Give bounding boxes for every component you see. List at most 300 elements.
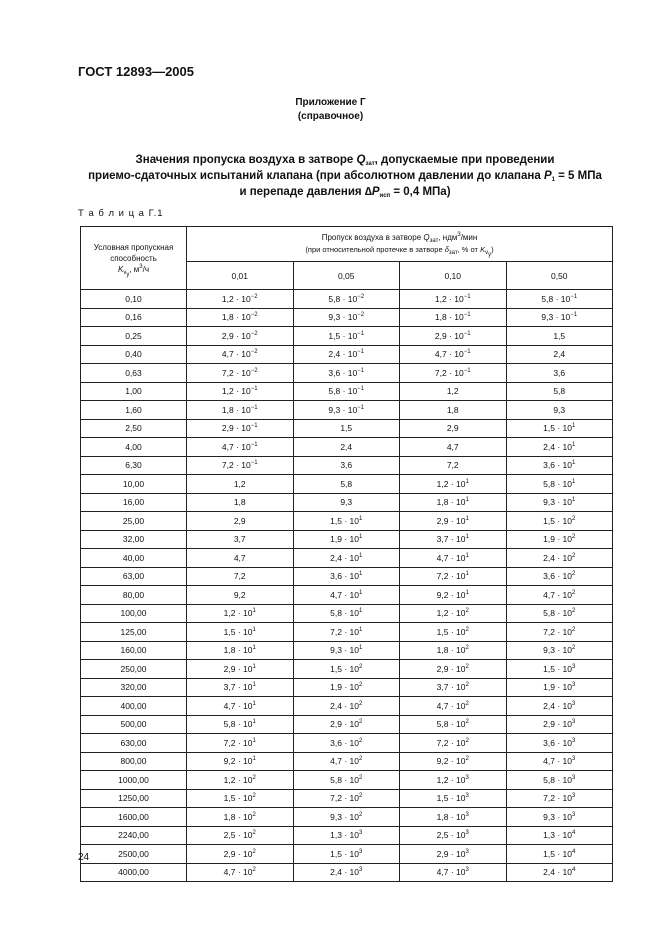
- value-exponent: 2: [252, 867, 256, 874]
- value-exponent: 1: [465, 534, 469, 541]
- cell-kv: 250,00: [81, 660, 187, 679]
- value-exponent: 1: [465, 515, 469, 522]
- value-exponent: 3: [572, 756, 576, 763]
- header-subscript: v: [485, 250, 489, 256]
- multiply-sign: · 10: [554, 719, 572, 730]
- value-exponent: 3: [572, 737, 576, 744]
- value-mantissa: 7,2: [221, 460, 234, 471]
- cell-kv: 0,16: [81, 308, 187, 327]
- value-exponent: 1: [252, 737, 256, 744]
- cell-leakage-value: [506, 826, 613, 845]
- multiply-sign: · 10: [235, 608, 253, 619]
- value-mantissa: 4,7: [223, 700, 236, 711]
- value-mantissa: 2,9: [233, 515, 246, 526]
- cell-leakage-value: [187, 752, 294, 771]
- header-text: ): [491, 245, 494, 254]
- cell-leakage-value: [293, 808, 400, 827]
- value-mantissa: 7,2: [436, 737, 449, 748]
- value-exponent: 2: [465, 663, 469, 670]
- value-mantissa: 1,2: [221, 293, 234, 304]
- value-mantissa: 3,6: [553, 367, 566, 378]
- value-mantissa: 1,9: [543, 682, 555, 693]
- value-mantissa: 2,9: [436, 663, 449, 674]
- value-exponent: 2: [359, 811, 363, 818]
- cell-leakage-value: [293, 512, 400, 531]
- multiply-sign: · 10: [235, 793, 253, 804]
- cell-leakage-value: [293, 345, 400, 364]
- value-mantissa: 1,5: [330, 663, 342, 674]
- table-row: [81, 327, 613, 346]
- value-exponent: −1: [463, 293, 471, 300]
- cell-kv: 0,25: [81, 327, 187, 346]
- cell-leakage-value: [293, 604, 400, 623]
- value-exponent: 1: [252, 608, 256, 615]
- value-exponent: 2: [465, 737, 469, 744]
- cell-kv: 40,00: [81, 549, 187, 568]
- multiply-sign: · 10: [446, 330, 464, 341]
- title-subscript: 1: [551, 177, 555, 183]
- cell-leakage-value: [293, 641, 400, 660]
- multiply-sign: · 10: [448, 793, 466, 804]
- cell-leakage-value: [187, 530, 294, 549]
- value-exponent: 1: [465, 589, 469, 596]
- cell-leakage-value: [506, 290, 613, 309]
- multiply-sign: · 10: [553, 312, 571, 323]
- value-exponent: 1: [252, 645, 256, 652]
- title-text: Значения пропуска воздуха в затворе: [135, 154, 354, 166]
- cell-leakage-value: [187, 715, 294, 734]
- cell-leakage-value: [400, 549, 507, 568]
- cell-leakage-value: [293, 697, 400, 716]
- value-mantissa: 4,7: [436, 700, 449, 711]
- value-mantissa: 7,2: [330, 793, 342, 804]
- value-mantissa: 9,2: [233, 589, 246, 600]
- cell-leakage-value: [293, 623, 400, 642]
- cell-leakage-value: [293, 364, 400, 383]
- cell-leakage-value: [187, 438, 294, 457]
- value-mantissa: 9,3: [543, 497, 555, 508]
- cell-leakage-value: [400, 382, 507, 401]
- value-mantissa: 1,2: [436, 478, 449, 489]
- value-mantissa: 1,9: [543, 534, 555, 545]
- value-mantissa: 1,2: [446, 386, 459, 397]
- cell-leakage-value: [293, 308, 400, 327]
- value-exponent: 1: [465, 571, 469, 578]
- value-mantissa: 1,2: [221, 386, 234, 397]
- value-exponent: 2: [359, 774, 363, 781]
- value-mantissa: 1,2: [436, 608, 449, 619]
- cell-leakage-value: [400, 512, 507, 531]
- table-row: [81, 660, 613, 679]
- header-text: , ндм: [438, 233, 458, 242]
- multiply-sign: · 10: [341, 737, 359, 748]
- cell-leakage-value: [293, 845, 400, 864]
- value-exponent: 3: [465, 811, 469, 818]
- table-row: [81, 456, 613, 475]
- cell-leakage-value: [400, 863, 507, 882]
- cell-leakage-value: [400, 660, 507, 679]
- value-exponent: 2: [572, 534, 576, 541]
- value-mantissa: 7,2: [434, 367, 447, 378]
- multiply-sign: · 10: [448, 830, 466, 841]
- cell-leakage-value: [506, 382, 613, 401]
- cell-kv: 1600,00: [81, 808, 187, 827]
- value-exponent: 3: [465, 774, 469, 781]
- value-mantissa: 1,8: [221, 404, 234, 415]
- value-exponent: 1: [572, 441, 576, 448]
- value-mantissa: 1,8: [223, 811, 236, 822]
- multiply-sign: · 10: [446, 293, 464, 304]
- multiply-sign: · 10: [341, 552, 359, 563]
- header-subscript: y: [488, 252, 492, 258]
- value-exponent: 1: [359, 571, 363, 578]
- multiply-sign: · 10: [235, 756, 253, 767]
- cell-leakage-value: [293, 586, 400, 605]
- cell-leakage-value: [400, 327, 507, 346]
- value-mantissa: 9,2: [436, 756, 449, 767]
- table-row: [81, 290, 613, 309]
- table-row: [81, 308, 613, 327]
- multiply-sign: · 10: [554, 423, 572, 434]
- multiply-sign: · 10: [341, 626, 359, 637]
- multiply-sign: · 10: [340, 330, 358, 341]
- multiply-sign: · 10: [448, 515, 466, 526]
- value-mantissa: 2,4: [330, 552, 342, 563]
- cell-leakage-value: [506, 456, 613, 475]
- appendix-heading: [0, 96, 661, 124]
- value-exponent: 4: [572, 848, 576, 855]
- value-exponent: −1: [250, 404, 258, 411]
- value-mantissa: 5,8: [223, 719, 236, 730]
- cell-leakage-value: [293, 863, 400, 882]
- cell-leakage-value: [187, 364, 294, 383]
- value-mantissa: 2,9: [223, 663, 236, 674]
- cell-leakage-value: [400, 604, 507, 623]
- value-mantissa: 2,4: [330, 700, 342, 711]
- value-exponent: 2: [465, 645, 469, 652]
- value-mantissa: 1,5: [328, 330, 341, 341]
- cell-leakage-value: [506, 364, 613, 383]
- value-mantissa: 9,3: [328, 312, 341, 323]
- value-mantissa: 1,2: [223, 774, 236, 785]
- value-mantissa: 9,3: [330, 811, 342, 822]
- multiply-sign: · 10: [341, 645, 359, 656]
- multiply-sign: · 10: [448, 608, 466, 619]
- value-exponent: 1: [359, 534, 363, 541]
- cell-leakage-value: [293, 475, 400, 494]
- multiply-sign: · 10: [340, 367, 358, 378]
- cell-leakage-value: [293, 567, 400, 586]
- cell-kv: 160,00: [81, 641, 187, 660]
- cell-kv: 10,00: [81, 475, 187, 494]
- multiply-sign: · 10: [554, 515, 572, 526]
- table-row: [81, 438, 613, 457]
- value-mantissa: 9,3: [340, 497, 353, 508]
- value-exponent: −1: [357, 349, 365, 356]
- value-mantissa: 1,5: [330, 848, 342, 859]
- multiply-sign: · 10: [554, 571, 572, 582]
- cell-leakage-value: [400, 475, 507, 494]
- multiply-sign: · 10: [340, 386, 358, 397]
- multiply-sign: · 10: [448, 682, 466, 693]
- cell-kv: 1250,00: [81, 789, 187, 808]
- cell-leakage-value: [506, 567, 613, 586]
- cell-kv: 1,00: [81, 382, 187, 401]
- value-exponent: 1: [465, 552, 469, 559]
- value-exponent: 2: [359, 756, 363, 763]
- cell-kv: 2500,00: [81, 845, 187, 864]
- table-row: [81, 604, 613, 623]
- value-mantissa: 2,4: [543, 552, 555, 563]
- cell-leakage-value: [187, 475, 294, 494]
- cell-leakage-value: [187, 623, 294, 642]
- header-text: Условная пропускная: [93, 242, 174, 252]
- cell-leakage-value: [400, 715, 507, 734]
- multiply-sign: · 10: [235, 811, 253, 822]
- cell-leakage-value: [400, 530, 507, 549]
- cell-leakage-value: [400, 345, 507, 364]
- title-symbol: P: [543, 170, 552, 182]
- multiply-sign: · 10: [448, 848, 466, 859]
- value-exponent: 3: [572, 719, 576, 726]
- header-symbol: δ: [444, 245, 449, 254]
- cell-leakage-value: [187, 771, 294, 790]
- cell-leakage-value: [400, 826, 507, 845]
- air-leakage-table: [80, 226, 613, 882]
- cell-leakage-value: [187, 290, 294, 309]
- header-superscript: 3: [139, 263, 143, 270]
- value-exponent: 3: [359, 867, 363, 874]
- table-row: [81, 752, 613, 771]
- table-row: [81, 771, 613, 790]
- value-exponent: 1: [572, 497, 576, 504]
- value-mantissa: 7,2: [223, 737, 236, 748]
- header-subscript: y: [126, 271, 130, 278]
- multiply-sign: · 10: [554, 682, 572, 693]
- value-mantissa: 1,8: [434, 312, 447, 323]
- multiply-sign: · 10: [235, 626, 253, 637]
- value-exponent: 1: [252, 682, 256, 689]
- value-mantissa: 1,9: [330, 682, 342, 693]
- title-symbol: Q: [356, 154, 366, 166]
- value-mantissa: 2,4: [543, 700, 555, 711]
- table-row: [81, 678, 613, 697]
- multiply-sign: · 10: [448, 497, 466, 508]
- multiply-sign: · 10: [340, 293, 358, 304]
- cell-leakage-value: [400, 734, 507, 753]
- table-row: [81, 845, 613, 864]
- value-mantissa: 9,3: [330, 645, 342, 656]
- value-mantissa: 1,5: [543, 423, 555, 434]
- value-exponent: 2: [572, 589, 576, 596]
- value-mantissa: 2,9: [436, 848, 449, 859]
- cell-leakage-value: [187, 586, 294, 605]
- multiply-sign: · 10: [340, 404, 358, 415]
- value-mantissa: 2,4: [543, 867, 555, 878]
- cell-leakage-value: [187, 308, 294, 327]
- value-mantissa: 9,3: [543, 645, 555, 656]
- multiply-sign: · 10: [554, 626, 572, 637]
- cell-leakage-value: [400, 438, 507, 457]
- cell-leakage-value: [187, 845, 294, 864]
- value-mantissa: 2,9: [223, 848, 236, 859]
- value-mantissa: 1,2: [233, 478, 246, 489]
- multiply-sign: · 10: [233, 312, 251, 323]
- cell-kv: 400,00: [81, 697, 187, 716]
- cell-leakage-value: [506, 419, 613, 438]
- value-mantissa: 4,7: [436, 867, 449, 878]
- value-mantissa: 2,5: [223, 830, 236, 841]
- value-mantissa: 1,8: [436, 497, 449, 508]
- cell-leakage-value: [187, 678, 294, 697]
- table-row: [81, 382, 613, 401]
- table-row: [81, 715, 613, 734]
- multiply-sign: · 10: [341, 867, 359, 878]
- value-mantissa: 2,4: [330, 867, 342, 878]
- multiply-sign: · 10: [233, 423, 251, 434]
- value-exponent: 2: [252, 811, 256, 818]
- value-exponent: 1: [359, 608, 363, 615]
- cell-kv: 80,00: [81, 586, 187, 605]
- value-exponent: 1: [252, 756, 256, 763]
- cell-leakage-value: [187, 327, 294, 346]
- table-row: [81, 808, 613, 827]
- value-mantissa: 2,9: [436, 515, 449, 526]
- value-mantissa: 5,8: [543, 774, 555, 785]
- value-exponent: 2: [572, 608, 576, 615]
- multiply-sign: · 10: [554, 589, 572, 600]
- cell-kv: 320,00: [81, 678, 187, 697]
- multiply-sign: · 10: [233, 404, 251, 415]
- multiply-sign: · 10: [233, 293, 251, 304]
- multiply-sign: · 10: [446, 312, 464, 323]
- cell-leakage-value: [400, 697, 507, 716]
- header-subscript: v: [123, 269, 127, 276]
- value-mantissa: 1,5: [553, 330, 566, 341]
- multiply-sign: · 10: [233, 441, 251, 452]
- table-row: [81, 826, 613, 845]
- cell-kv: 63,00: [81, 567, 187, 586]
- value-exponent: −2: [357, 312, 365, 319]
- multiply-sign: · 10: [554, 460, 572, 471]
- cell-leakage-value: [187, 734, 294, 753]
- multiply-sign: · 10: [235, 719, 253, 730]
- cell-leakage-value: [400, 290, 507, 309]
- value-exponent: 3: [359, 848, 363, 855]
- value-mantissa: 3,7: [436, 534, 449, 545]
- value-mantissa: 4,7: [543, 756, 555, 767]
- value-mantissa: 1,9: [330, 534, 342, 545]
- value-exponent: 1: [359, 626, 363, 633]
- value-mantissa: 5,8: [541, 293, 554, 304]
- cell-leakage-value: [506, 475, 613, 494]
- cell-leakage-value: [400, 845, 507, 864]
- table-row: [81, 493, 613, 512]
- multiply-sign: · 10: [448, 589, 466, 600]
- value-mantissa: 4,7: [223, 867, 236, 878]
- value-exponent: 2: [252, 774, 256, 781]
- value-exponent: 4: [572, 830, 576, 837]
- value-exponent: −2: [250, 312, 258, 319]
- table-row: [81, 697, 613, 716]
- value-mantissa: 2,9: [330, 719, 342, 730]
- value-mantissa: 1,5: [436, 626, 449, 637]
- cell-leakage-value: [293, 678, 400, 697]
- value-mantissa: 1,5: [543, 663, 555, 674]
- cell-leakage-value: [293, 826, 400, 845]
- multiply-sign: · 10: [341, 774, 359, 785]
- value-mantissa: 7,2: [543, 626, 555, 637]
- value-mantissa: 9,3: [543, 811, 555, 822]
- value-exponent: 2: [465, 700, 469, 707]
- value-mantissa: 3,7: [233, 534, 246, 545]
- value-exponent: 2: [465, 626, 469, 633]
- multiply-sign: · 10: [554, 478, 572, 489]
- cell-leakage-value: [506, 789, 613, 808]
- value-mantissa: 1,5: [330, 515, 342, 526]
- value-mantissa: 5,8: [330, 774, 342, 785]
- value-exponent: −1: [250, 423, 258, 430]
- value-exponent: 2: [252, 793, 256, 800]
- value-mantissa: 1,8: [223, 645, 236, 656]
- cell-leakage-value: [187, 604, 294, 623]
- cell-leakage-value: [293, 549, 400, 568]
- cell-leakage-value: [400, 789, 507, 808]
- cell-leakage-value: [506, 752, 613, 771]
- value-mantissa: 9,2: [223, 756, 236, 767]
- table-row: [81, 401, 613, 420]
- multiply-sign: · 10: [235, 737, 253, 748]
- header-text: /ч: [142, 264, 150, 274]
- value-mantissa: 3,7: [436, 682, 449, 693]
- value-mantissa: 9,2: [436, 589, 449, 600]
- value-mantissa: 5,8: [340, 478, 353, 489]
- value-mantissa: 3,6: [330, 571, 342, 582]
- cell-leakage-value: [293, 789, 400, 808]
- cell-leakage-value: [187, 567, 294, 586]
- value-mantissa: 1,8: [446, 404, 459, 415]
- multiply-sign: · 10: [554, 830, 572, 841]
- value-exponent: 2: [252, 848, 256, 855]
- value-mantissa: 5,8: [553, 386, 566, 397]
- multiply-sign: · 10: [235, 682, 253, 693]
- header-superscript: 3: [457, 232, 461, 238]
- table-row: [81, 789, 613, 808]
- value-exponent: −1: [570, 293, 578, 300]
- multiply-sign: · 10: [448, 737, 466, 748]
- value-mantissa: 3,6: [543, 460, 555, 471]
- multiply-sign: · 10: [554, 534, 572, 545]
- value-exponent: 4: [572, 867, 576, 874]
- cell-kv: 800,00: [81, 752, 187, 771]
- cell-leakage-value: [187, 456, 294, 475]
- multiply-sign: · 10: [233, 386, 251, 397]
- multiply-sign: · 10: [448, 626, 466, 637]
- table-row: [81, 734, 613, 753]
- value-exponent: 2: [572, 515, 576, 522]
- header-text: /мин: [460, 233, 478, 242]
- multiply-sign: · 10: [233, 349, 251, 360]
- value-mantissa: 2,9: [543, 719, 555, 730]
- value-mantissa: 5,8: [543, 608, 555, 619]
- value-mantissa: 1,3: [543, 830, 555, 841]
- multiply-sign: · 10: [235, 663, 253, 674]
- multiply-sign: · 10: [554, 645, 572, 656]
- cell-leakage-value: [187, 697, 294, 716]
- multiply-sign: · 10: [554, 756, 572, 767]
- cell-leakage-value: [400, 623, 507, 642]
- header-percent: 0,05: [293, 262, 400, 290]
